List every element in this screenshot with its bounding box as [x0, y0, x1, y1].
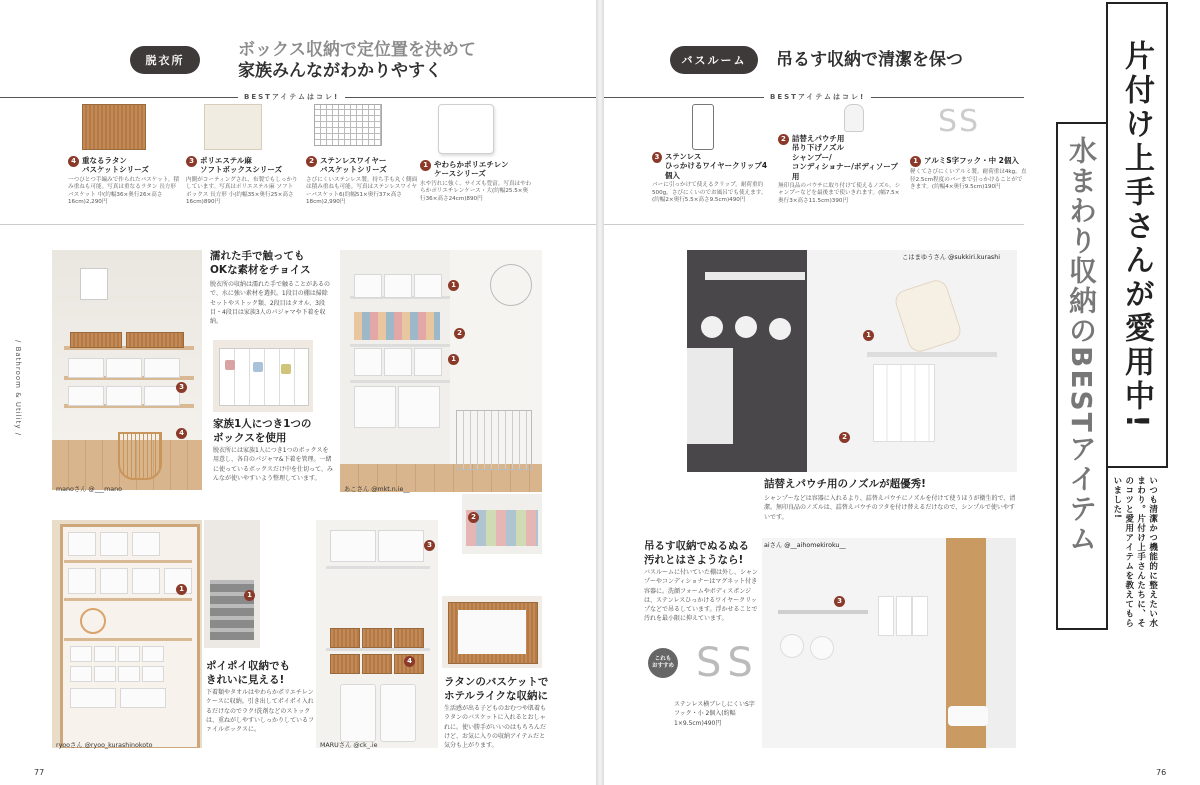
section-headline: 吊るす収納で清潔を保つ [776, 50, 963, 70]
product-wire-basket [306, 104, 418, 207]
product-title-line: シャンプー/ [791, 152, 832, 162]
product-description: 軽くてさびにくいアルミ製。耐荷重は4kg。直径2.5cm程度のバーまで引っかけることができます。(約幅4×奥行9.5cm)190円 [910, 169, 1027, 191]
caption-title-wet [210, 250, 330, 277]
product-title-line: バスケットシリーズ [82, 165, 149, 175]
caption-body-pouch: シャンプーなどは容器に入れるより、詰替えパウチにノズルを付けて使うほうが衛生的で、清潔。無印良品のノズルは、詰替えパウチのフタを付け替えるだけなので、シンプルで使いやすいです。 [764, 495, 1016, 521]
product-number: 2 [778, 134, 789, 145]
product-title-line: 詰替えパウチ用 [791, 134, 845, 143]
item-marker: 1 [448, 280, 459, 291]
side-category-label: / Bathroom & Utility / [14, 340, 22, 437]
product-title-line: ステンレスワイヤー [320, 156, 387, 165]
rattan-basket-image [82, 104, 146, 150]
product-title-line: ソフトボックスシリーズ [200, 165, 283, 175]
product-number: 3 [186, 156, 197, 167]
headline-line-2: 家族みんながわかりやすく [238, 61, 442, 82]
item-marker: 1 [176, 584, 187, 595]
photo-bath-wall [762, 538, 1016, 748]
caption-body-family: 脱衣所には家族1人につき1つのボックスを用意し、各自のパジャマ&下着を管理。一緒に使っているボックスだけ中を仕切って、みんなが使いやすいよう整理しています。 [213, 447, 333, 482]
caption-title-line: 吊るす収納でぬるぬる [644, 540, 749, 552]
item-marker: 4 [404, 656, 415, 667]
caption-title-line: 汚れとはさようなら! [644, 553, 744, 566]
product-title-line: バスケットシリーズ [320, 165, 387, 175]
left-page [0, 0, 596, 785]
product-s-hook [910, 104, 1028, 192]
credit-konomayu: こはまゆうさん @sukkiri.kurashi [902, 254, 1000, 261]
item-marker: 2 [454, 328, 465, 339]
section-headline [238, 40, 476, 83]
photo-drawer-inside [213, 340, 313, 412]
item-marker: 1 [244, 590, 255, 601]
item-marker: 4 [176, 428, 187, 439]
s-hook-image: SS [938, 104, 981, 139]
product-title-line: コンディショナー/ボディソープ用 [791, 162, 898, 181]
caption-title-line: OKな素材をチョイス [210, 263, 311, 276]
product-title-line: ケースシリーズ [434, 169, 486, 179]
photo-maru-closet [316, 520, 438, 748]
product-title-line: 重なるラタン [82, 156, 127, 165]
caption-body-wet: 脱衣所の収納は濡れた手で触ることがあるので、水に強い素材を選択。1段目の棚は掃除セットやストック類、2段目はタオル、3段目・4段目は家族3人のパジャマや下着を収納。 [210, 281, 331, 326]
product-title-line: アルミS字フック・中 2個入 [924, 156, 1019, 165]
product-wire-clip [652, 104, 770, 205]
product-pouch-nozzle [778, 104, 904, 206]
wire-basket-image [314, 104, 382, 146]
product-number: 3 [652, 152, 662, 163]
product-description: さびにくいステンレス製。持ち手も丸く側面は積み重ねも可能。写真はステンレスワイヤーバスケット6(約幅51×奥行37×高さ18cm)2,990円 [306, 176, 418, 206]
s-hook-illustration: SS [696, 640, 759, 686]
item-marker: 3 [176, 382, 187, 393]
photo-mano-dressing-room [52, 250, 202, 490]
page-number-right: 76 [1156, 768, 1167, 777]
page-number-left: 77 [34, 768, 45, 777]
best-items-label: BESTアイテムはコレ! [764, 92, 871, 102]
product-description: バーに引っかけて使えるクリップ。耐荷重約500g。さびにくいのでお風呂でも使えます。(約幅2×奥行5.5×高さ9.5cm)490円 [652, 182, 767, 204]
product-title-line: ポリエステル麻 [200, 156, 252, 165]
product-description: 内側がコーティングされ、布製でもしっかりしています。写真はポリエステル麻 ソフトボックス 長方形 小(約幅35×奥行25×高さ16cm)890円 [186, 176, 298, 206]
caption-title-line: ホテルライクな収納に [444, 689, 548, 702]
section-divider [0, 224, 596, 225]
caption-title-pouch: 詰替えパウチ用のノズルが超優秀! [764, 478, 926, 490]
product-description: 一つひとつ手編みで作られたバスケット。積み重ねも可能。写真は重なるラタン 長方形バスケット 中(約幅36×奥行26×高さ16cm)2,290円 [68, 176, 179, 206]
vertical-title-1: 片付け上手さんが愛用中! [1119, 40, 1154, 432]
section-badge-dressing-room: 脱衣所 [130, 46, 200, 74]
item-marker: 2 [468, 512, 479, 523]
credit-akko: あこさん @mkt.n.ie__ [344, 486, 410, 493]
product-soft-box [186, 104, 298, 207]
item-marker: 1 [448, 354, 459, 365]
pouch-nozzle-image [844, 104, 864, 132]
caption-title-family [213, 418, 333, 445]
product-number: 1 [420, 160, 431, 171]
product-number: 2 [306, 156, 317, 167]
product-title-line: ステンレス [664, 152, 702, 161]
product-number: 1 [910, 156, 921, 167]
caption-title-line: ボックスを使用 [213, 431, 287, 444]
recommend-badge-line: これも [654, 656, 672, 663]
product-poly-case [420, 104, 532, 203]
caption-body-hang: バスルームに付いていた棚は外し、シャンプーやコンディショナーはマグネット付き容器に。洗顔フォームやボディスポンジは、ステンレスひっかけるワイヤークリップなどで吊るしています。浮かせることで汚れを最小限に抑えています。 [644, 569, 758, 623]
recommend-badge [648, 648, 678, 678]
soft-box-image [204, 104, 262, 150]
poly-case-image [438, 104, 494, 154]
item-marker: 1 [863, 330, 874, 341]
credit-ryoo: ryooさん @ryoo_kurashinokoto [56, 742, 153, 749]
caption-title-line: ラタンのバスケットで [444, 676, 549, 688]
headline-line-1: ボックス収納で定位置を決めて [238, 40, 476, 60]
right-page [604, 0, 1200, 785]
caption-body-rattan: 生活感が出る子どものおむつや肌着もラタンのバスケットに入れるとおしゃれに。使い勝手がいいのはもちろんだけど、お気に入りの収納アイテムだと気分も上がります。 [444, 705, 547, 750]
photo-towel-drawer [204, 520, 260, 648]
recommend-item-text: ステンレス横ブレしにくいS字フック・小 2個入(約幅1×9.5cm)490円 [674, 701, 755, 727]
caption-body-poi: 下着類やタオルはやわらかポリエチレンケースに収納。引き出してポイポイ入れるだけなのでラク!洗剤などのストックは、重ねがしやすいしっかりしているファイルボックスに。 [206, 689, 315, 734]
vertical-lead-text: いつも清潔かつ機能的に整えたい水まわり。片付け上手さんたちに、そのコツと愛用アイテムを教えてもらいました! [1111, 476, 1158, 628]
best-items-label: BESTアイテムはコレ! [238, 92, 345, 102]
product-title-line: 吊り下げノズル [791, 143, 845, 153]
product-description: 水や汚れに強く、サイズも豊富。写真はやわらかポリエチレンケース・大(約幅25.5×奥行36×高さ24cm)890円 [420, 180, 532, 202]
product-number: 4 [68, 156, 79, 167]
wire-clip-image [692, 104, 714, 150]
recommend-badge-line: おすすめ [651, 663, 675, 669]
product-rattan-basket [68, 104, 180, 207]
vertical-title-2: 水まわり収納のBESTアイテム [1065, 136, 1098, 554]
photo-bathroom-hooks [687, 250, 1017, 472]
item-marker: 3 [424, 540, 435, 551]
credit-mano: manoさん @___mano [56, 486, 123, 493]
item-marker: 3 [834, 596, 845, 607]
photo-ryoo-shelf [52, 520, 202, 748]
caption-title-line: 濡れた手で触っても [210, 250, 305, 262]
item-marker: 2 [839, 432, 850, 443]
caption-title-line: ポイポイ収納でも [206, 660, 290, 672]
photo-rattan-basket-close [442, 596, 542, 668]
caption-title-line: 家族1人につき1つの [213, 418, 312, 430]
credit-maru: MARUさん @ck_.ie [320, 742, 378, 749]
caption-title-hang [644, 540, 764, 567]
product-description: 無印良品のパウチに取り付けて使えるノズル。シャンプーなどを最後まで使いきれます。(幅7.5×奥行3×高さ11.5cm)390円 [778, 182, 901, 204]
product-title-line: ひっかけるワイヤークリップ4個入 [664, 161, 768, 180]
section-badge-bathroom: バスルーム [670, 46, 758, 74]
photo-akko-shelves [340, 250, 542, 492]
caption-title-line: きれいに見える! [206, 673, 285, 686]
caption-title-rattan [444, 676, 554, 703]
product-title-line: やわらかポリエチレン [434, 160, 509, 169]
caption-title-poi [206, 660, 316, 687]
photo-wire-basket-items [462, 494, 542, 554]
section-divider [604, 224, 1024, 225]
page-gutter [596, 0, 604, 785]
credit-aimo: aiさん @__aihomekiroku__ [764, 542, 846, 549]
